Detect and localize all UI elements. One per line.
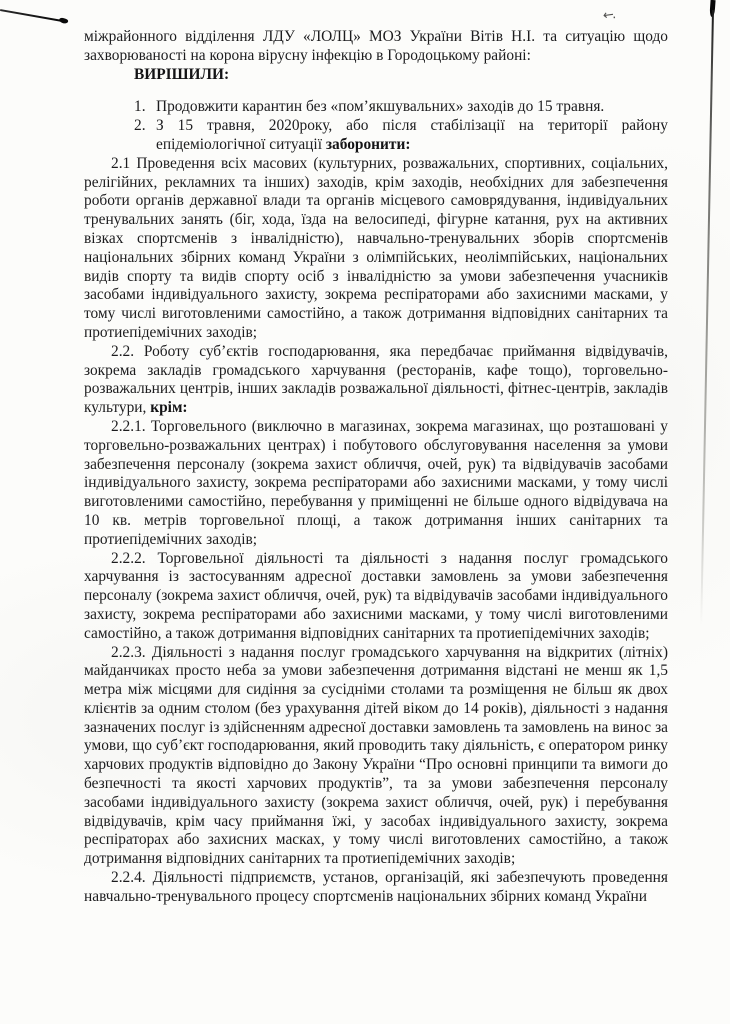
list-item-2-text-normal: З 15 травня, 2020року, або після стабілізації на території району епідеміологічної ситуації: [156, 117, 668, 153]
paragraph-2-2-2: 2.2.2. Торговельної діяльності та діяльності з надання послуг громадського харчування із застосуванням адресної доставки замовлень за умови забезпечення персоналу (зокрема захист обличчя, очей, рук) та відвідувачів засобами індивідуального захисту, зокрема респіраторами або захисними масками, у тому числі виготовленими самостійно, а також дотримання відповідних санітарних та протиепідемічних заходів;: [84, 549, 668, 642]
list-item-1: [84, 98, 668, 117]
document-body: [84, 28, 668, 907]
paragraph-2-2: [84, 343, 668, 418]
paragraph-2-2-3: 2.2.3. Діяльності з надання послуг громадського харчування на відкритих (літніх) майданчиках просто неба за умови забезпечення дотримання відстані не менш як 1,5 метра між місцями для сидіння за сусідніми столами та розміщення не більш як двох клієнтів за одним столом (без урахування дітей віком до 14 років), діяльності з надання зазначених послуг із здійсненням адресної доставки замовлень та замовлень на винос за умови, що суб’єкт господарювання, який проводить таку діяльність, є оператором ринку харчових продуктів відповідно до Закону України “Про основні принципи та вимоги до безпечності та якості харчових продуктів”, та за умови забезпечення персоналу засобами індивідуального захисту (зокрема захист обличчя, очей, рук) і перебування відвідувачів, крім часу приймання їжі, у засобах індивідуального захисту, зокрема респіраторах або захисних масках, у тому числі виготовлених самостійно, а також дотримання відповідних санітарних та протиепідемічних заходів;: [84, 643, 668, 868]
scan-artifact-right-border-line: [700, 10, 714, 625]
list-item-2-text-bold: заборонити:: [325, 135, 411, 153]
list-item-1-text: [156, 98, 668, 117]
list-item-2-marker: 2.: [134, 117, 146, 135]
scan-artifact-top-left-line: [0, 9, 67, 23]
paragraph-2-2-text-normal: 2.2. Роботу суб’єктів господарювання, яка передбачає приймання відвідувачів, зокрема закладів громадського харчування (ресторанів, кафе тощо), торговельно-розважальних центрів, інших закладів розважальної діяльності, фітнес-центрів, закладів культури,: [84, 342, 668, 417]
list-item-1-text-normal: Продовжити карантин без «пом’якшувальних» заходів до 15 травня.: [156, 98, 605, 116]
list-item-1-marker: 1.: [134, 98, 146, 116]
list-item-2-text: [156, 117, 668, 155]
resolved-heading: ВИРІШИЛИ:: [134, 65, 230, 83]
intro-paragraph: міжрайонного відділення ЛДУ «ЛОЛЦ» МОЗ України Вітів Н.І. та ситуацію щодо захворюваності на корона вірусну інфекцію в Городоцькому районі:: [84, 28, 668, 64]
paragraph-2-1: 2.1 Проведення всіх масових (культурних, розважальних, спортивних, соціальних, релігійних, рекламних та інших) заходів, крім заходів, необхідних для забезпечення роботи органів державної влади та органів місцевого самоврядування, індивідуальних тренувальних занять (біг, хода, їзда на велосипеді, фігурне катання, рух на активних візках спортсменів з інвалідністю), навчально-тренувальних зборів спортсменів національних збірних команд України з олімпійських, неолімпійських, національних видів спорту та видів спорту осіб з інвалідністю за умови забезпечення учасників засобами індивідуального захисту, зокрема респіраторами або захисними масками, у тому числі виготовленими самостійно, а також дотримання відповідних санітарних та протиепідемічних заходів;: [84, 154, 668, 341]
list-item-2: [84, 117, 668, 155]
paragraph-2-2-text-bold: крім:: [150, 399, 188, 417]
paragraph-2-2-1: 2.2.1. Торговельного (виключно в магазинах, зокрема магазинах, що розташовані у торговельно-розважальних центрах) і побутового обслуговування населення за умови забезпечення персоналу (зокрема захист обличчя, очей, рук) та відвідувачів засобами індивідуального захисту, зокрема респіраторами або захисними масками, у тому числі виготовленими самостійно, перебування у приміщенні не більше одного відвідувача на 10 кв. метрів торговельної площі, а також дотримання інших санітарних та протиепідемічних заходів;: [84, 417, 668, 548]
left-arrow-icon: ←.: [602, 7, 616, 24]
decision-list: [84, 98, 668, 154]
paragraph-2-2-4: 2.2.4. Діяльності підприємств, установ, організацій, які забезпечують проведення навчально-тренувального процесу спортсменів національних збірних команд України: [84, 869, 668, 905]
